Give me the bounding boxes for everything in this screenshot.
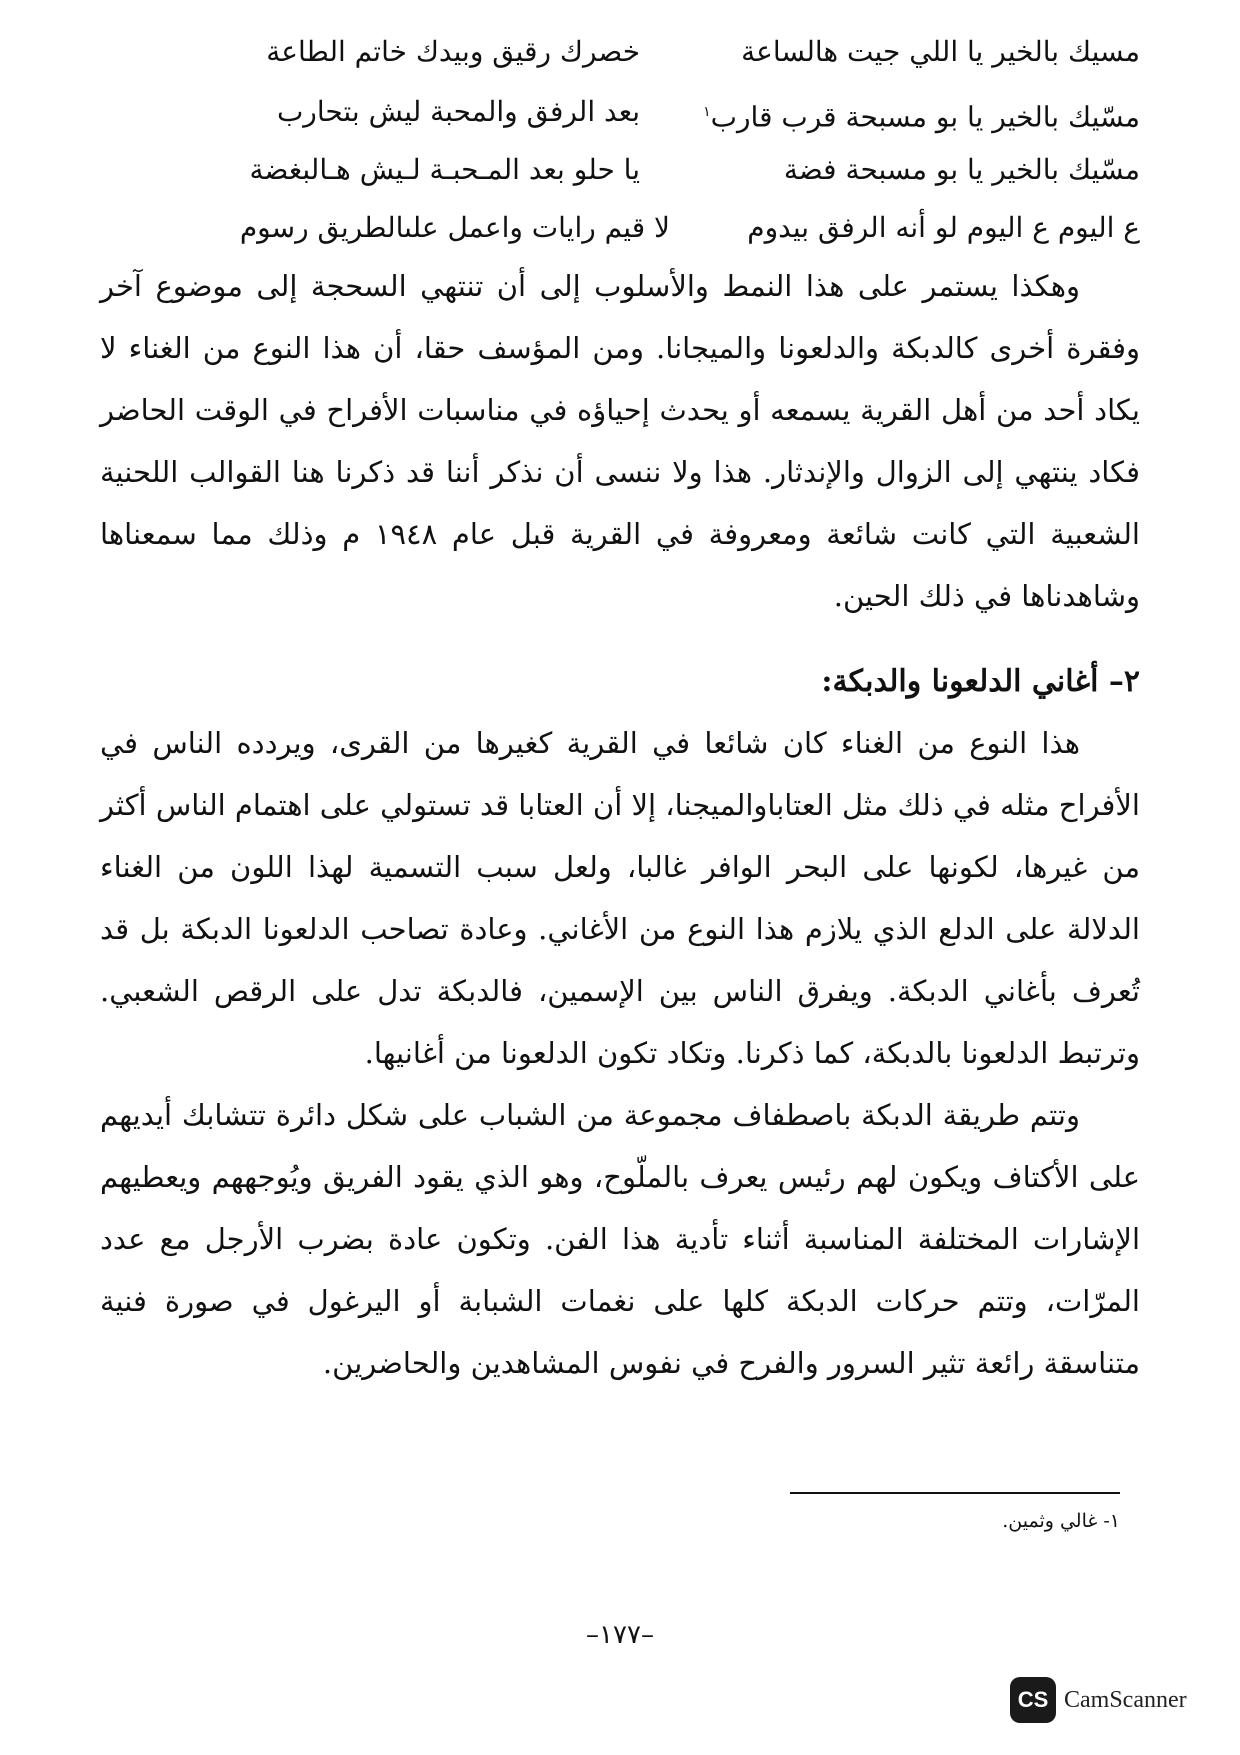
section-1-paragraph: وهكذا يستمر على هذا النمط والأسلوب إلى أن تنتهي السحجة إلى موضوع آخر وفقرة أخرى كالدبكة والدلعونا والميجانا. ومن المؤسف حقا، أن هذا النوع من الغناء لا يكاد أحد من أهل القرية يسمعه أو يحدث إحياؤه في مناسبات الأفراح في الوقت الحاضر فكاد ينتهي إلى الزوال والإندثار. هذا ولا ننسى أن نذكر أننا قد ذكرنا هنا القوالب اللحنية الشعبية التي كانت شائعة ومعروفة في القرية قبل عام ١٩٤٨ م وذلك مما سمعناها وشاهدناها في ذلك الحين. — [100, 269, 1140, 613]
poem-line-4-second-hemistich: لا قيم رايات واعمل علىالطريق رسوم — [239, 211, 670, 244]
poem-line-4 — [100, 206, 1140, 250]
section-2-paragraph-1: هذا النوع من الغناء كان شائعا في القرية كغيرها من القرى، ويردده الناس في الأفراح مثله في ذلك مثل العتاباوالميجنا، إلا أن العتابا قد تستولي على اهتمام الناس أكثر من غيرها، لكونها على البحر الوافر غالبا، ولعل سبب التسمية لهذا اللون من الغناء الدلالة على الدلع الذي يلازم هذا النوع من الأغاني. وعادة تصاحب الدلعونا الدبكة بل قد تُعرف بأغاني الدبكة. ويفرق الناس بين الإسمين، فالدبكة تدل على الرقص الشعبي. وترتبط الدلعونا بالدبكة، كما ذكرنا. وتكاد تكون الدلعونا من أغانيها. — [100, 726, 1140, 1070]
poem-line-4-first-hemistich: ع اليوم ع اليوم لو أنه الرفق بيدوم — [747, 211, 1140, 244]
footnote: ١- غالي وثمين. — [1002, 1510, 1120, 1532]
camscanner-logo-icon: CS — [1010, 1677, 1056, 1723]
poem-line-1 — [100, 30, 1140, 74]
poem-line-1-second-hemistich: خصرك رقيق وبيدك خاتم الطاعة — [266, 35, 640, 68]
section-2-paragraph-2: وتتم طريقة الدبكة باصطفاف مجموعة من الشباب على شكل دائرة تتشابك أيديهم على الأكتاف ويكون لهم رئيس يعرف بالملّوح، وهو الذي يقود الفريق ويُوجههم ويعطيهم الإشارات المختلفة المناسبة أثناء تأدية هذا الفن. وتكون عادة بضرب الأرجل مع عدد المرّات، وتتم حركات الدبكة كلها على نغمات الشبابة أو اليرغول في صورة فنية متناسقة رائعة تثير السرور والفرح في نفوس المشاهدين والحاضرين. — [100, 1098, 1140, 1380]
poem-line-3-first-hemistich: مسّيك بالخير يا بو مسبحة فضة — [783, 153, 1140, 186]
poem-line-2 — [100, 90, 1140, 134]
poem-line-2-text: مسّيك بالخير يا بو مسبحة قرب قارب — [710, 100, 1140, 134]
camscanner-label: CamScanner — [1064, 1686, 1187, 1713]
poem-line-2-second-hemistich: بعد الرفق والمحبة ليش بتحارب — [276, 95, 640, 128]
poem-line-1-first-hemistich: مسيك بالخير يا اللي جيت هالساعة — [741, 35, 1140, 68]
section-2-heading: ٢– أغاني الدلعونا والدبكة: — [821, 664, 1140, 699]
page-number: –١٧٧– — [586, 1620, 654, 1650]
camscanner-watermark — [1010, 1676, 1220, 1724]
poem-line-3 — [100, 148, 1140, 192]
footnote-divider — [790, 1492, 1120, 1494]
section-1-body — [100, 255, 1140, 627]
poem-line-2-first-hemistich — [703, 90, 1140, 139]
poem-line-3-second-hemistich: يا حلو بعد المـحبـة لـيش هـالبغضة — [249, 153, 640, 186]
section-2-body — [100, 712, 1140, 1394]
footnote-marker: ١ — [703, 104, 711, 120]
